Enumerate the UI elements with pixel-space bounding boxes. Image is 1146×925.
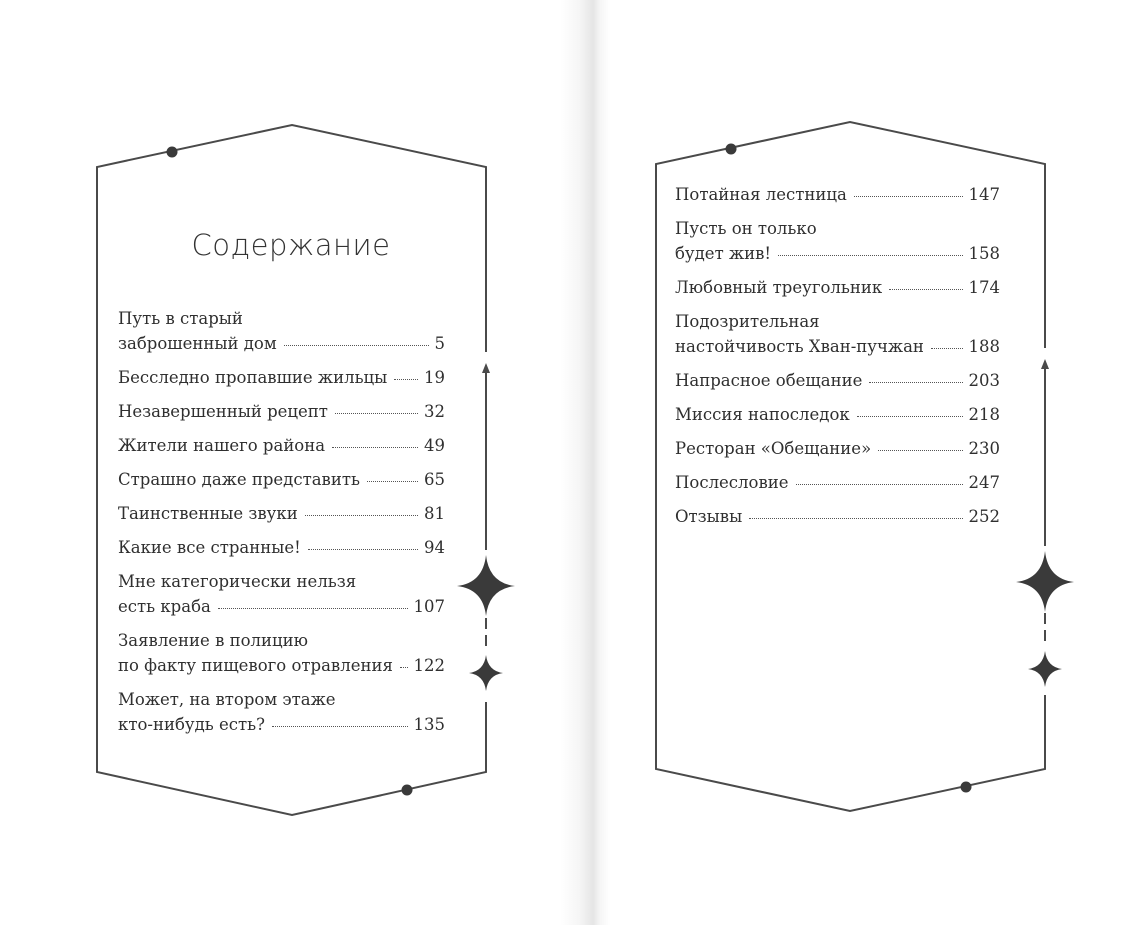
toc-entry[interactable]	[118, 365, 445, 390]
toc-entry-row	[118, 535, 445, 560]
toc-entry-page-number: 49	[424, 436, 445, 455]
toc-entry-title-line1: Мне категорически нельзя	[118, 572, 357, 591]
toc-entry-title: Жители нашего района	[118, 436, 326, 455]
toc-entry[interactable]	[675, 275, 1000, 300]
toc-entry-page-number: 203	[968, 371, 1000, 390]
toc-entry[interactable]	[675, 182, 1000, 207]
toc-entry-title: Отзывы	[675, 507, 743, 526]
toc-entry-page-number: 65	[424, 470, 445, 489]
toc-entry-page-number: 188	[968, 337, 1000, 356]
dot-leader	[305, 514, 418, 516]
toc-entry[interactable]	[118, 306, 445, 356]
toc-entry-row	[675, 241, 1000, 266]
toc-entry-page-number: 247	[968, 473, 1000, 492]
toc-entry[interactable]	[675, 504, 1000, 529]
toc-entry[interactable]	[675, 436, 1000, 461]
toc-entry[interactable]	[118, 501, 445, 526]
toc-entry-page-number: 81	[424, 504, 445, 523]
toc-entry-title: Миссия напоследок	[675, 405, 850, 424]
toc-entry[interactable]	[118, 399, 445, 424]
toc-entry-page-number: 5	[434, 334, 445, 353]
toc-entry-page-number: 252	[968, 507, 1000, 526]
dot-leader	[218, 607, 408, 609]
sparkle-small-icon	[469, 655, 503, 691]
sparkle-large-icon	[457, 555, 515, 616]
toc-entry-title: по факту пищевого отравления	[118, 656, 393, 675]
toc-list-right	[675, 182, 1000, 538]
toc-entry-title: Какие все странные!	[118, 538, 301, 557]
dot-leader	[854, 195, 963, 197]
toc-entry-title: Страшно даже представить	[118, 470, 360, 489]
dot-leader	[749, 517, 962, 519]
toc-entry-title: Таинственные звуки	[118, 504, 298, 523]
toc-entry-title-line1: Путь в старый	[118, 309, 243, 328]
toc-entry-page-number: 107	[413, 597, 445, 616]
dot-leader	[857, 415, 963, 417]
toc-entry-row	[675, 504, 1000, 529]
toc-entry-page-number: 218	[968, 405, 1000, 424]
toc-entry[interactable]	[675, 402, 1000, 427]
sparkle-small-icon	[1028, 651, 1062, 687]
toc-entry-title-line1: Может, на втором этаже	[118, 690, 336, 709]
toc-entry-title: будет жив!	[675, 244, 772, 263]
dot-leader	[367, 480, 418, 482]
toc-entry-page-number: 147	[968, 185, 1000, 204]
toc-entry[interactable]	[118, 467, 445, 492]
toc-entry-row	[675, 275, 1000, 300]
toc-entry-row	[675, 368, 1000, 393]
toc-entry-title: Послесловие	[675, 473, 789, 492]
toc-entry-row	[118, 467, 445, 492]
sparkle-large-icon	[1016, 551, 1074, 612]
toc-entry[interactable]	[118, 433, 445, 458]
toc-entry-title: Потайная лестница	[675, 185, 847, 204]
dot-leader	[400, 666, 408, 668]
toc-entry-page-number: 135	[413, 715, 445, 734]
toc-entry-title: кто-нибудь есть?	[118, 715, 265, 734]
page-title: Содержание	[191, 228, 391, 262]
toc-entry[interactable]	[118, 535, 445, 560]
toc-entry[interactable]	[675, 368, 1000, 393]
toc-entry-title: Напрасное обещание	[675, 371, 863, 390]
toc-entry-row	[118, 501, 445, 526]
toc-entry[interactable]	[675, 470, 1000, 495]
toc-entry-row	[118, 594, 445, 619]
toc-entry[interactable]	[675, 216, 1000, 266]
toc-entry-title: Ресторан «Обещание»	[675, 439, 872, 458]
toc-entry-page-number: 230	[968, 439, 1000, 458]
toc-entry-page-number: 122	[413, 656, 445, 675]
dot-leader	[796, 483, 963, 485]
toc-entry-page-number: 94	[424, 538, 445, 557]
dot-leader	[394, 378, 418, 380]
toc-entry-row	[675, 436, 1000, 461]
toc-entry-title-line1: Подозрительная	[675, 312, 820, 331]
arrow-up-icon	[1041, 359, 1049, 369]
dot-leader	[778, 254, 962, 256]
toc-entry-row	[118, 433, 445, 458]
dot-leader	[878, 449, 962, 451]
toc-entry-title: Любовный треугольник	[675, 278, 883, 297]
dot-leader	[931, 347, 963, 349]
dot-leader	[272, 725, 408, 727]
toc-entry-page-number: 158	[968, 244, 1000, 263]
toc-entry-title: заброшенный дом	[118, 334, 277, 353]
toc-entry-row	[675, 182, 1000, 207]
toc-entry-page-number: 19	[424, 368, 445, 387]
toc-list-left	[118, 306, 445, 746]
toc-entry-row	[118, 653, 445, 678]
dot-ornament-bottom-right	[961, 782, 972, 793]
dot-ornament-top-right	[726, 144, 737, 155]
toc-entry-title: Бесследно пропавшие жильцы	[118, 368, 388, 387]
toc-entry-row	[675, 334, 1000, 359]
toc-entry-page-number: 174	[968, 278, 1000, 297]
toc-entry[interactable]	[118, 687, 445, 737]
toc-entry[interactable]	[675, 309, 1000, 359]
toc-entry-row	[675, 402, 1000, 427]
toc-entry-title: есть краба	[118, 597, 211, 616]
dot-leader	[284, 344, 429, 346]
toc-entry-title: Незавершенный рецепт	[118, 402, 328, 421]
dot-leader	[869, 381, 962, 383]
toc-entry-row	[118, 712, 445, 737]
toc-entry-row	[118, 399, 445, 424]
toc-entry-row	[118, 365, 445, 390]
toc-entry-page-number: 32	[424, 402, 445, 421]
toc-entry-row	[118, 331, 445, 356]
toc-entry-title: настойчивость Хван-пучжан	[675, 337, 924, 356]
dot-leader	[308, 548, 418, 550]
dot-ornament-bottom-left	[402, 785, 413, 796]
dot-leader	[335, 412, 418, 414]
toc-entry[interactable]	[118, 569, 445, 619]
dot-leader	[332, 446, 418, 448]
toc-entry-title-line1: Пусть он только	[675, 219, 817, 238]
toc-entry-row	[675, 470, 1000, 495]
arrow-up-icon	[482, 363, 490, 373]
dot-ornament-top-left	[167, 147, 178, 158]
dot-leader	[889, 288, 962, 290]
toc-entry[interactable]	[118, 628, 445, 678]
toc-entry-title-line1: Заявление в полицию	[118, 631, 308, 650]
